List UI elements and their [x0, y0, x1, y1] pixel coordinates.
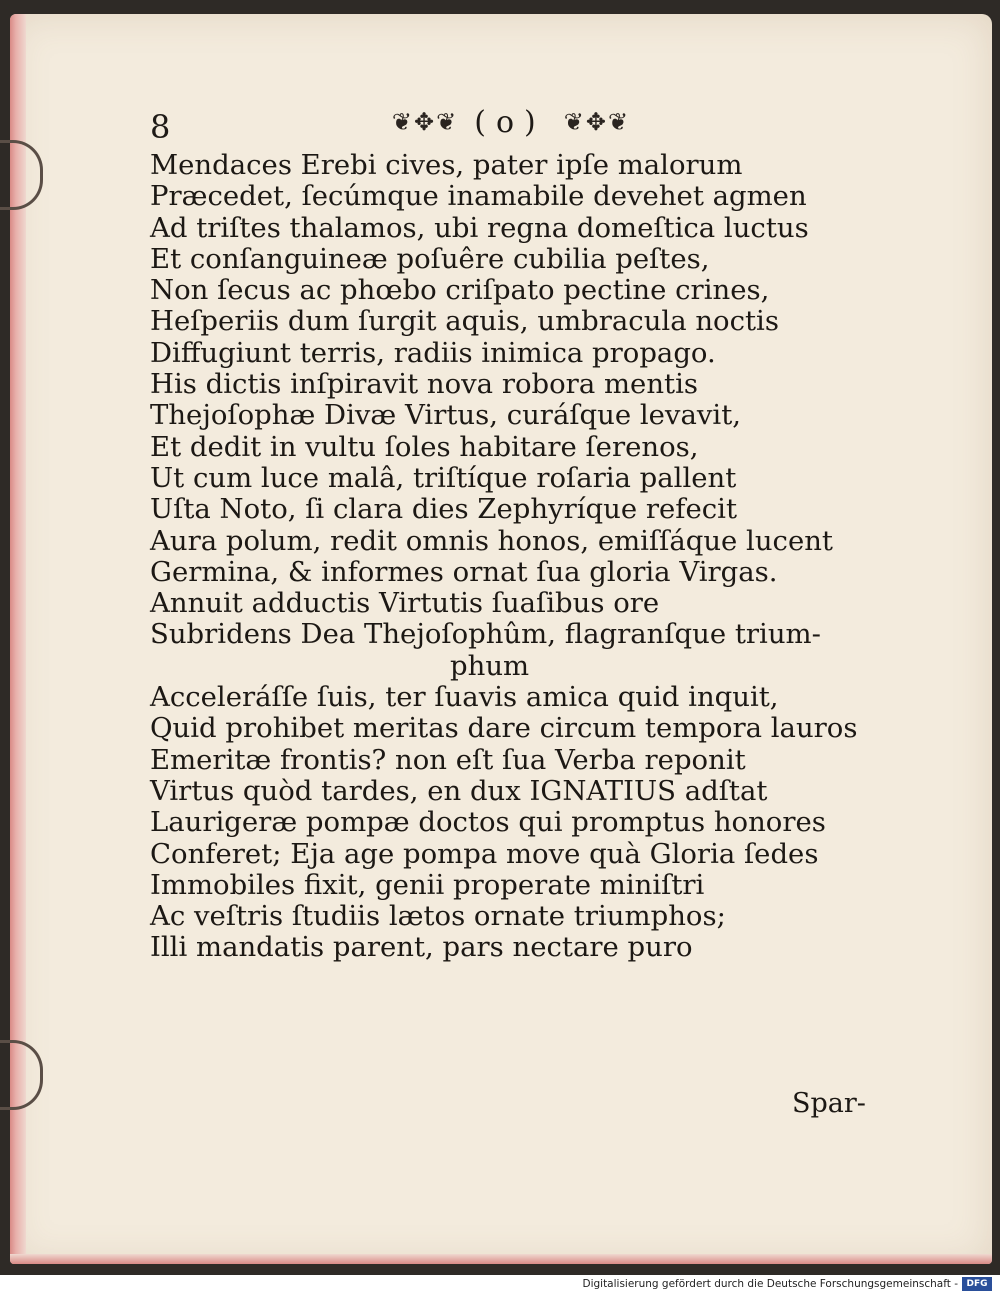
dfg-logo-icon: DFG: [962, 1277, 992, 1291]
poem-line: Virtus quòd tardes, en dux IGNATIUS adſtat: [150, 774, 768, 807]
poem-line: Emeritæ frontis? non eſt ſua Verba reponit: [150, 743, 746, 776]
poem-line: Ad triſtes thalamos, ubi regna domeſtica luctus: [150, 211, 809, 244]
poem-line: Subridens Dea Thejoſophûm, flagranſque trium-: [150, 618, 821, 651]
footer-credit: Digitalisierung gefördert durch die Deutsche Forschungsgemeinschaft -: [582, 1278, 958, 1290]
poem-line: Aura polum, redit omnis honos, emiſſáque lucent: [150, 524, 833, 557]
page-number: 8: [150, 108, 171, 146]
poem-line: Immobiles fixit, genii properate miniſtri: [150, 868, 705, 901]
poem-line: Acceleráſſe ſuis, ter ſuavis amica quid inquit,: [150, 681, 779, 714]
catchword: Spar-: [792, 1088, 866, 1119]
poem-line: Germina, & informes ornat ſua gloria Virgas.: [150, 555, 778, 588]
poem-line: Mendaces Erebi cives, pater ipſe malorum: [150, 149, 743, 181]
page-edge-bottom: [10, 1254, 992, 1264]
poem-line: Laurigeræ pompæ doctos qui promptus honores: [150, 806, 826, 839]
poem-text: [150, 150, 875, 964]
poem-line: phum: [450, 649, 530, 682]
poem-line: His dictis inſpiravit nova robora mentis: [150, 368, 698, 401]
digitization-footer: [0, 1275, 1000, 1295]
poem-line: Ac veſtris ſtudiis lætos ornate triumphos;: [150, 900, 726, 933]
running-header: [365, 100, 655, 144]
header-mark: (o): [474, 104, 546, 140]
poem-line: Præcedet, ſecúmque inamabile devehet agmen: [150, 180, 807, 213]
fleuron-ornament-right-icon: ❦ ✥ ❦: [563, 108, 629, 136]
poem-line: Ut cum luce malâ, triſtíque roſaria pallent: [150, 461, 737, 494]
poem-line: Et dedit in vultu ſoles habitare ſerenos,: [150, 430, 699, 463]
poem-line: Conferet; Eja age pompa move quà Gloria ſedes: [150, 837, 819, 870]
poem-line: Annuit adductis Virtutis ſuaſibus ore: [150, 587, 660, 620]
poem-line: Uſta Noto, ſi clara dies Zephyríque refecit: [150, 493, 737, 526]
poem-line: Et conſanguineæ poſuêre cubilia peſtes,: [150, 242, 710, 275]
fleuron-ornament-left-icon: ❦ ✥ ❦: [391, 108, 457, 136]
poem-line: Diffugiunt terris, radiis inimica propago.: [150, 336, 716, 369]
poem-line: Quid prohibet meritas dare circum tempora lauros: [150, 712, 858, 745]
poem-line: Non ſecus ac phœbo criſpato pectine crines,: [150, 274, 770, 307]
poem-line: Heſperiis dum ſurgit aquis, umbracula noctis: [150, 305, 779, 338]
poem-line: Illi mandatis parent, pars nectare puro: [150, 931, 693, 964]
poem-line: Thejoſophæ Divæ Virtus, curáſque levavit,: [150, 399, 741, 432]
